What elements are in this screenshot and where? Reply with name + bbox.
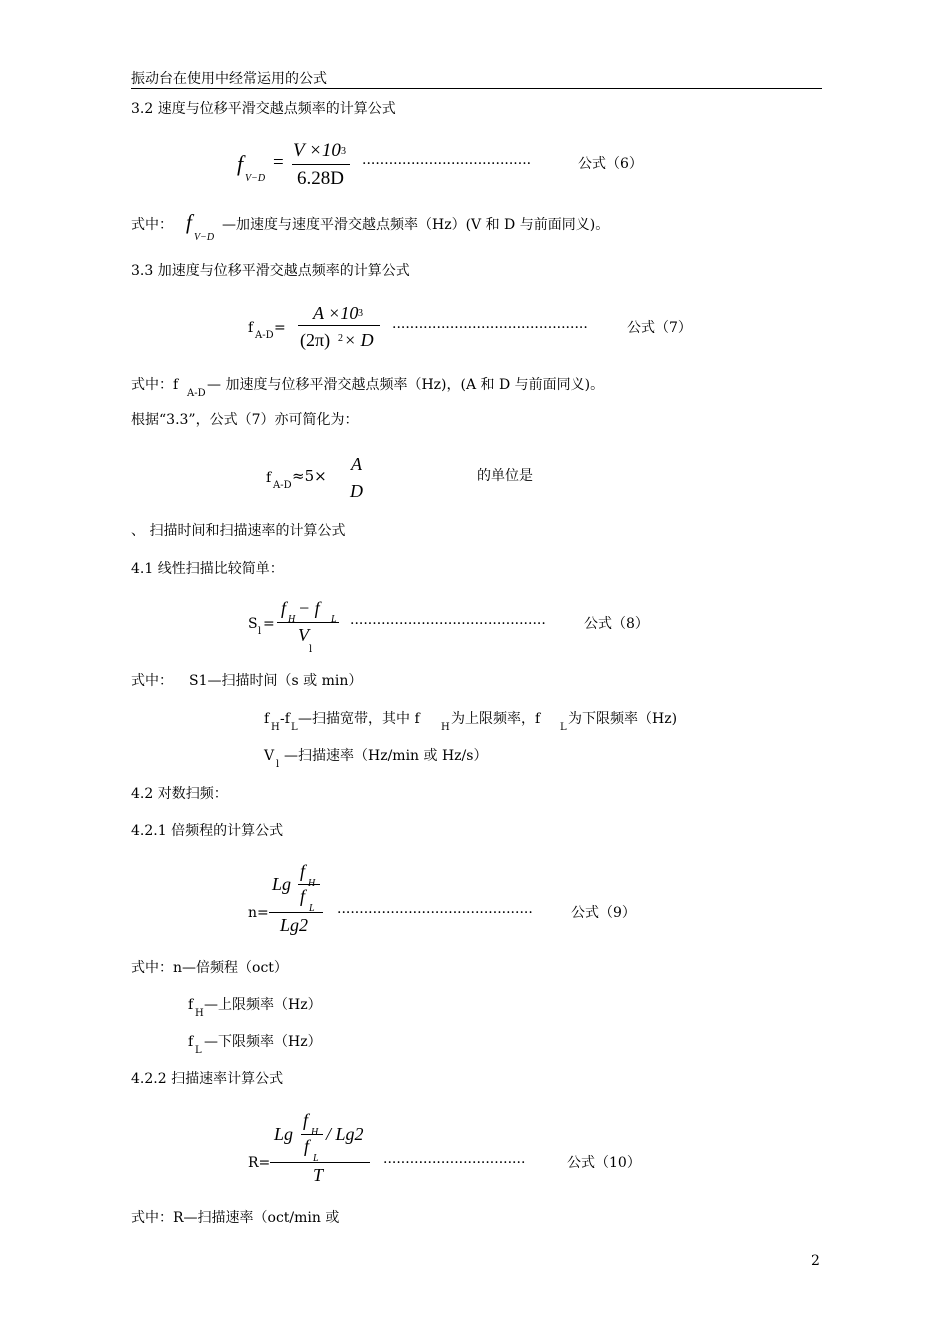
section-3-2-heading: 3.2 速度与位移平滑交越点频率的计算公式 <box>131 101 396 117</box>
header-rule <box>131 88 822 89</box>
where-8-line-1: S1—扫描时间（s 或 min） <box>189 673 363 689</box>
formula-6-label: 公式（6） <box>578 156 643 172</box>
where-sub-7: A-D <box>187 388 206 399</box>
formula-10-fL: f <box>304 1136 310 1156</box>
page-number: 2 <box>811 1253 820 1269</box>
where-f: f <box>186 210 192 234</box>
where-8-l2-sub3: H <box>441 722 450 733</box>
formula-6-f: f <box>237 151 244 176</box>
formula-9-label: 公式（9） <box>571 905 636 921</box>
formula-10-lhs: R= <box>248 1155 271 1171</box>
formula-6-leader-dots: ······································ <box>362 156 532 172</box>
where-8-l3-b: —扫描速率（Hz/min 或 Hz/s） <box>284 748 488 764</box>
formula-8-fraction-bar <box>277 622 339 623</box>
formula-7-numerator: A ×10 <box>313 303 359 323</box>
formula-8-label: 公式（8） <box>584 616 649 632</box>
formula-6-equals: = <box>273 152 284 173</box>
approx-denominator: D <box>350 481 363 501</box>
formula-8-den: V <box>298 625 309 645</box>
where-8-l2-c: —扫描宽带，其中 f <box>298 711 420 727</box>
unit-note: 的单位是 <box>477 468 533 484</box>
formula-10-fH-sub: H <box>311 1127 319 1138</box>
formula-7-numerator-exp: 3 <box>358 308 363 319</box>
section-4-2-2-heading: 4.2.2 扫描速率计算公式 <box>131 1071 284 1087</box>
where-9-l2-b: —上限频率（Hz） <box>204 997 322 1013</box>
where-8-l2-sub1: H <box>271 722 280 733</box>
formula-10-fH: f <box>303 1110 309 1130</box>
formula-9-fL: f <box>300 886 306 906</box>
approx-lhs-sub: A-D <box>273 480 292 491</box>
formula-7-den-exp: 2 <box>338 333 343 344</box>
formula-8-lhs-sub: l <box>258 626 262 637</box>
formula-9-fH-sub: H <box>308 878 316 889</box>
formula-7-lhs-sub: A-D <box>255 330 274 341</box>
where-8-l2-b: -f <box>280 711 290 727</box>
formula-8-equals: = <box>263 616 275 632</box>
formula-8-num-sub1: H <box>288 614 296 625</box>
formula-7-den-b: × D <box>344 330 374 350</box>
formula-10-leader-dots: ································ <box>383 1155 526 1171</box>
section-4-1-heading: 4.1 线性扫描比较简单： <box>131 561 284 577</box>
where-prefix: 式中： <box>131 217 173 233</box>
formula-6-numerator: V ×10 <box>293 140 341 161</box>
section-4-heading: 、 扫描时间和扫描速率的计算公式 <box>131 523 346 539</box>
simplify-note: 根据“3.3”，公式（7）亦可简化为： <box>131 412 359 428</box>
formula-10-slash: / Lg2 <box>326 1124 364 1144</box>
formula-10-where: 式中：R—扫描速率（oct/min 或 <box>131 1210 340 1226</box>
where-text: —加速度与速度平滑交越点频率（Hz）(V 和 D 与前面同义)。 <box>222 217 610 233</box>
where-9-l2-a: f <box>188 997 194 1013</box>
approx-numerator: A <box>351 454 362 474</box>
section-3-3-heading: 3.3 加速度与位移平滑交越点频率的计算公式 <box>131 263 410 279</box>
formula-7-lhs: f <box>248 320 254 336</box>
where-8-l2-a: f <box>264 711 270 727</box>
where-8-l3-a: V <box>264 748 275 764</box>
where-9-l3-a: f <box>188 1034 194 1050</box>
formula-9-den: Lg2 <box>280 915 309 935</box>
formula-9-fraction-bar <box>269 912 323 913</box>
approx-operator: ≈5× <box>292 467 327 485</box>
formula-9-fL-sub: L <box>309 903 315 914</box>
formula-8-num-mid: − f <box>298 598 320 618</box>
formula-7-label: 公式（7） <box>627 320 692 336</box>
formula-9-lhs: n= <box>248 905 269 921</box>
formula-9-fH: f <box>300 861 306 881</box>
formula-6-denominator: 6.28D <box>297 168 344 189</box>
formula-8-num-f: f <box>281 598 287 618</box>
formula-9-lg: Lg <box>272 874 292 894</box>
where-8-l2-d: 为上限频率，f <box>451 711 541 727</box>
formula-8-den-sub: l <box>309 644 313 655</box>
formula-10-label: 公式（10） <box>567 1155 641 1171</box>
formula-7-leader-dots: ············································ <box>392 320 588 336</box>
where-8-l3-sub: l <box>276 759 280 770</box>
section-4-2-heading: 4.2 对数扫频： <box>131 786 228 802</box>
formula-10-inner-bar <box>301 1134 323 1135</box>
where-8-l2-e: 为下限频率（Hz) <box>568 711 678 727</box>
formula-10-fL-sub: L <box>313 1153 319 1164</box>
formula-6-numerator-exp: 3 <box>341 146 346 157</box>
where-8-l2-sub2: L <box>291 722 298 733</box>
where-9-l3-sub: L <box>195 1045 202 1056</box>
formula-9-inner-bar <box>298 884 320 885</box>
approx-lhs: f <box>266 470 272 486</box>
running-header: 振动台在使用中经常运用的公式 <box>131 71 327 87</box>
formula-8-leader-dots: ············································ <box>350 616 546 632</box>
formula-10-den: T <box>313 1165 324 1185</box>
formula-7-den-a: (2π) <box>300 330 331 350</box>
where-text-7: — 加速度与位移平滑交越点频率（Hz)，(A 和 D 与前面同义)。 <box>207 377 605 393</box>
formula-7-fraction-bar <box>298 325 380 326</box>
where-9-l3-b: —下限频率（Hz） <box>204 1034 322 1050</box>
where-8-l2-sub4: L <box>560 722 567 733</box>
formula-10-fraction-bar <box>270 1162 370 1163</box>
formula-10-lg: Lg <box>274 1124 294 1144</box>
where-prefix-7: 式中：f <box>131 377 179 393</box>
section-4-2-1-heading: 4.2.1 倍频程的计算公式 <box>131 823 284 839</box>
formula-7-equals: = <box>274 320 286 336</box>
where-prefix-8: 式中： <box>131 673 173 689</box>
where-9-l2-sub: H <box>195 1008 204 1019</box>
formula-8-lhs: S <box>248 616 258 632</box>
where-f-sub: V−D <box>194 232 215 243</box>
formula-6-fraction-bar <box>292 164 350 165</box>
where-9-line-1: 式中：n—倍频程（oct） <box>131 960 288 976</box>
formula-6-f-sub: V−D <box>245 173 266 184</box>
formula-8-num-sub2: L <box>331 614 337 625</box>
formula-9-leader-dots: ············································ <box>337 905 533 921</box>
